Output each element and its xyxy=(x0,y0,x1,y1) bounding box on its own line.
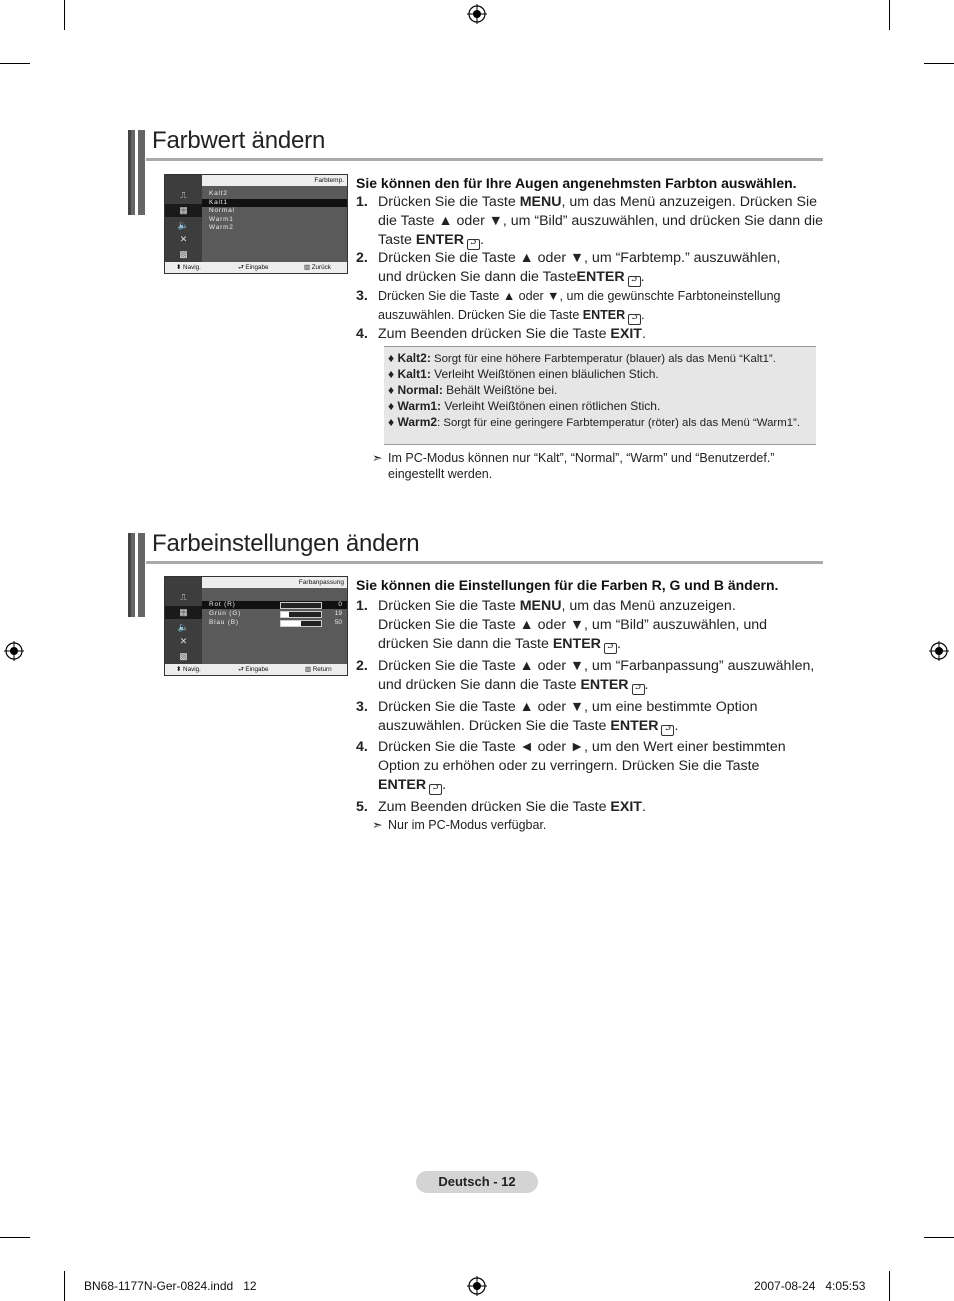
setup-icon: ▩ xyxy=(179,249,188,259)
info-item xyxy=(388,414,800,431)
picture-icon: ▦ xyxy=(165,606,202,619)
enter-icon: ⮐ xyxy=(429,784,442,795)
button-name: ENTER xyxy=(576,269,625,285)
osd-option[interactable]: Normal xyxy=(209,207,235,214)
osd-option[interactable]: Grün (G) xyxy=(209,610,242,617)
button-name: EXIT xyxy=(610,799,642,815)
button-name: ENTER xyxy=(552,636,601,652)
osd-menu-coloradjust xyxy=(164,576,348,676)
button-name: ENTER xyxy=(378,777,427,793)
input-icon: ⎍ xyxy=(180,190,187,200)
osd-option[interactable]: Kalt1 xyxy=(202,199,347,207)
registration-mark-icon xyxy=(467,4,487,24)
note-arrow-icon: ➣ xyxy=(372,451,383,465)
osd-value-bar[interactable] xyxy=(280,620,322,627)
step-text-part: . xyxy=(641,308,645,322)
bullet-icon: ♦ xyxy=(388,383,398,397)
step-text xyxy=(378,597,776,654)
section-intro: Sie können die Einstellungen für die Farben R, G und B ändern. xyxy=(356,577,779,593)
step-text-part: , um das Menü anzuzeigen. Drücken Sie die Taste ▲ oder ▼, um “Bild” auszuwählen, und drücken Sie dann die Taste xyxy=(378,194,824,248)
step-text-part: . xyxy=(644,677,649,693)
osd-header: Farbanpassung xyxy=(202,577,347,588)
button-name: MENU xyxy=(519,194,562,210)
bullet-icon: ♦ xyxy=(388,351,398,365)
osd-option[interactable]: Rot (R) xyxy=(202,601,347,609)
osd-option[interactable]: Blau (B) xyxy=(209,619,239,626)
osd-value-bar-fill xyxy=(281,621,301,626)
enter-icon: ⮐ xyxy=(628,314,641,325)
osd-sidebar xyxy=(165,577,202,664)
section-title: Farbwert ändern xyxy=(152,127,326,154)
sound-icon: 🔈 xyxy=(177,220,190,230)
step-text-part: . xyxy=(640,269,645,285)
button-name: EXIT xyxy=(610,326,642,342)
registration-mark-icon xyxy=(4,641,24,661)
step-text-part: Zum Beenden drücken Sie die Taste xyxy=(378,799,611,815)
step-number: 3. xyxy=(356,699,368,715)
osd-menu-colortemp xyxy=(164,174,348,274)
registration-mark-icon xyxy=(929,641,949,661)
info-text: : Sorgt für eine geringere Farbtemperatur (röter) als das Menü “Warm1”. xyxy=(437,417,800,429)
info-label: Kalt1: xyxy=(397,367,431,381)
section-rule xyxy=(146,561,823,564)
picture-icon: ▦ xyxy=(165,204,202,217)
step-text-part: Drücken Sie die Taste xyxy=(378,598,520,614)
info-item xyxy=(388,382,557,398)
osd-value: 0 xyxy=(338,601,342,608)
sound-icon: 🔈 xyxy=(177,622,190,632)
step-text-part: . xyxy=(674,718,679,734)
enter-icon: ⮐ xyxy=(604,643,617,654)
info-text: Verleiht Weißtönen einen bläulichen Stich. xyxy=(430,367,659,381)
section-marker xyxy=(128,130,145,215)
info-text: Behält Weißtöne bei. xyxy=(442,383,558,397)
osd-value-bar[interactable] xyxy=(280,611,322,618)
step-text xyxy=(378,325,818,344)
step-text xyxy=(378,249,798,287)
osd-value-bar-fill xyxy=(281,612,289,617)
step-text-part: Drücken Sie die Taste ▲ oder ▼, um “Farbanpassung” auszuwählen, und drücken Sie dann die Taste xyxy=(378,658,815,693)
bullet-icon: ♦ xyxy=(388,415,398,429)
step-text-part: Drücken Sie die Taste ▲ oder ▼, um eine bestimmte Option auszuwählen. Drücken Sie die Taste xyxy=(378,699,758,734)
registration-mark-icon xyxy=(467,1276,487,1296)
page-number-badge: Deutsch - 12 xyxy=(416,1171,538,1193)
osd-option[interactable]: Warm1 xyxy=(209,215,234,223)
section-rule xyxy=(146,158,823,161)
step-number: 1. xyxy=(356,598,368,614)
osd-value-bar[interactable] xyxy=(280,602,322,609)
step-number: 1. xyxy=(356,194,368,210)
button-name: ENTER xyxy=(580,677,629,693)
step-text-part: . xyxy=(641,326,646,342)
step-text-part: . xyxy=(641,799,646,815)
section-title: Farbeinstellungen ändern xyxy=(152,530,420,557)
step-text-part: . xyxy=(616,636,621,652)
osd-option[interactable]: Warm2 xyxy=(209,224,234,231)
setup-icon: ▩ xyxy=(179,651,188,661)
info-item xyxy=(388,398,660,414)
input-icon: ⎍ xyxy=(180,592,187,602)
section-marker xyxy=(128,533,145,617)
info-label: Warm1: xyxy=(397,399,442,413)
channel-icon: ✕ xyxy=(179,636,188,646)
button-name: ENTER xyxy=(415,232,464,248)
button-name: ENTER xyxy=(610,718,659,734)
info-item xyxy=(388,350,776,367)
step-number: 5. xyxy=(356,799,368,815)
osd-footer xyxy=(165,262,347,273)
info-box xyxy=(384,346,816,445)
osd-footer-back: ▥ Return xyxy=(305,666,332,673)
section-intro: Sie können den für Ihre Augen angenehmsten Farbton auswählen. xyxy=(356,175,797,191)
step-text-part: Drücken Sie die Taste ◄ oder ►, um den Wert einer bestimmten Option zu erhöhen oder zu verringern. Drücken Sie die Taste xyxy=(378,739,786,774)
step-text xyxy=(378,287,824,325)
osd-footer-nav: ⬍ Navig. xyxy=(176,666,201,673)
step-number: 4. xyxy=(356,739,368,755)
step-text-part: Drücken Sie die Taste xyxy=(378,194,520,210)
slug-timestamp: 2007-08-24 4:05:53 xyxy=(754,1279,866,1293)
button-name: ENTER xyxy=(582,308,626,322)
info-label: Kalt2: xyxy=(397,351,431,365)
step-text-part: Drücken Sie die Taste ▲ oder ▼, um die gewünschte Farbtoneinstellung auszuwählen. Drücken Sie die Taste xyxy=(378,289,781,322)
osd-footer-enter: ⮐ Eingabe xyxy=(238,264,269,271)
enter-icon: ⮐ xyxy=(467,239,480,250)
step-text xyxy=(378,798,798,817)
step-text xyxy=(378,738,798,795)
osd-sidebar xyxy=(165,175,202,262)
bullet-icon: ♦ xyxy=(388,399,398,413)
info-text: Verleiht Weißtönen einen rötlichen Stich. xyxy=(441,399,661,413)
enter-icon: ⮐ xyxy=(632,684,645,695)
osd-footer-enter: ⮐ Eingabe xyxy=(238,666,269,673)
channel-icon: ✕ xyxy=(179,234,188,244)
osd-footer-nav: ⬍ Navig. xyxy=(176,264,201,271)
note-arrow-icon: ➣ xyxy=(372,818,383,832)
note-text: Nur im PC-Modus verfügbar. xyxy=(388,818,547,832)
enter-icon: ⮐ xyxy=(661,725,674,736)
step-number: 4. xyxy=(356,326,368,342)
info-label: Normal: xyxy=(397,383,443,397)
step-number: 2. xyxy=(356,250,368,266)
slug-filename: BN68-1177N-Ger-0824.indd 12 xyxy=(84,1279,257,1293)
osd-option[interactable]: Kalt2 xyxy=(209,190,228,197)
info-item xyxy=(388,366,659,382)
osd-value: 50 xyxy=(334,619,342,626)
bullet-icon: ♦ xyxy=(388,367,398,381)
step-text-part: Drücken Sie die Taste ▲ oder ▼, um “Farbtemp.” auszuwählen, und drücken Sie dann die Taste xyxy=(378,250,781,285)
info-text: Sorgt für eine höhere Farbtemperatur (blauer) als das Menü “Kalt1”. xyxy=(430,353,776,365)
step-text-part: , um das Menü anzuzeigen. Drücken Sie die Taste ▲ oder ▼, um “Bild” auszuwählen, und drücken Sie dann die Taste xyxy=(378,598,768,652)
osd-footer xyxy=(165,664,347,675)
step-text-part: . xyxy=(479,232,484,248)
enter-icon: ⮐ xyxy=(628,276,641,287)
step-text-part: Zum Beenden drücken Sie die Taste xyxy=(378,326,611,342)
osd-header: Farbtemp. xyxy=(202,175,347,186)
step-number: 2. xyxy=(356,658,368,674)
step-text xyxy=(378,657,824,695)
step-text-part: . xyxy=(442,777,447,793)
osd-footer-back: ▥ Zurück xyxy=(304,264,331,271)
step-number: 3. xyxy=(356,288,368,304)
osd-value: 19 xyxy=(334,610,342,617)
note-text: Im PC-Modus können nur “Kalt”, “Normal”, “Warm” und “Benutzerdef.” eingestellt werden. xyxy=(388,451,775,481)
step-text xyxy=(378,698,776,736)
step-text xyxy=(378,193,824,250)
button-name: MENU xyxy=(519,598,562,614)
info-label: Warm2 xyxy=(397,415,438,429)
